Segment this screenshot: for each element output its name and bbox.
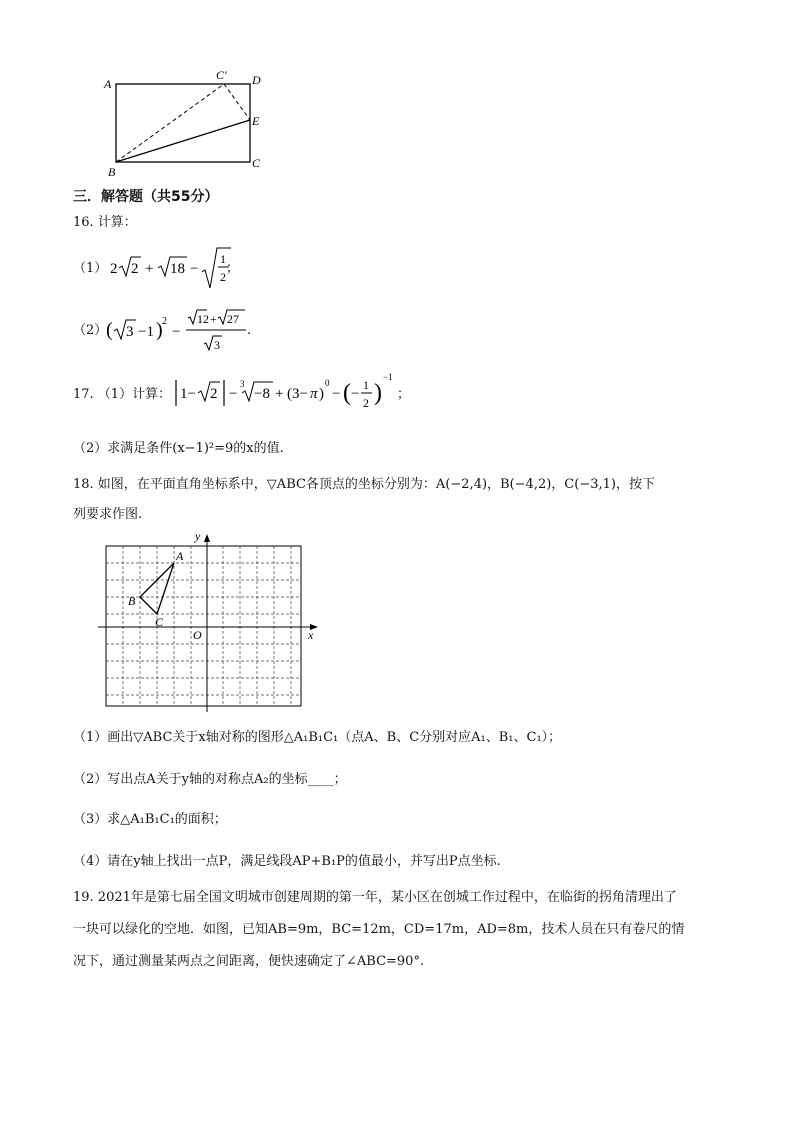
q16-part2-formula	[104, 306, 264, 356]
graph-point-b: B	[128, 594, 136, 608]
svg-text:+: +	[145, 261, 154, 277]
svg-text:3: 3	[214, 338, 220, 352]
q16-part2-end: .	[247, 323, 252, 338]
label-a: A	[104, 77, 112, 91]
dashed-c-prime-e	[224, 84, 250, 120]
svg-text:+: +	[210, 312, 217, 326]
svg-text:3: 3	[126, 324, 134, 340]
q16-part1-end: ；	[226, 261, 240, 276]
svg-text:2: 2	[162, 316, 167, 327]
svg-text:2: 2	[363, 396, 369, 410]
svg-text:): )	[319, 386, 324, 402]
svg-text:−: −	[351, 386, 360, 402]
label-c: C	[252, 156, 261, 170]
svg-text:12: 12	[197, 312, 209, 326]
svg-text:−8: −8	[254, 386, 270, 402]
q19-line1: 19. 2021年是第七届全国文明城市创建周期的第一年，某小区在创城工作过程中，在临街的拐角清理出了	[73, 890, 677, 905]
q17-part2: （2）求满足条件(x−1)²=9的x的值.	[73, 441, 284, 456]
rectangle-abcd	[116, 84, 250, 162]
svg-text:1−: 1−	[180, 386, 196, 402]
q17-part1-end: ；	[397, 387, 411, 402]
svg-text:1: 1	[220, 252, 226, 266]
svg-text:−: −	[172, 324, 181, 340]
svg-text:2: 2	[220, 270, 226, 284]
label-c-prime: C′	[216, 68, 227, 82]
q16-part1-number: （1）	[73, 261, 108, 276]
svg-text:18: 18	[170, 261, 185, 277]
q19-line2: 一块可以绿化的空地．如图，已知AB=9m，BC=12m，CD=17m，AD=8m，技术人员在只有卷尺的情	[73, 922, 685, 937]
svg-text:+: +	[275, 386, 284, 402]
dashed-bc-prime	[116, 84, 224, 162]
q16-stem: 16. 计算：	[73, 215, 137, 230]
q18-line1: 18. 如图，在平面直角坐标系中，▽ABC各顶点的坐标分别为：A(−2,4)，B(−4,2)，C(−3,1)，按下	[73, 477, 655, 492]
svg-text:−: −	[190, 261, 199, 277]
svg-text:−: −	[332, 386, 341, 402]
svg-text:(3−: (3−	[287, 386, 308, 402]
svg-text:(: (	[343, 380, 351, 406]
svg-text:(: (	[106, 319, 113, 341]
q16-part1-formula	[108, 244, 238, 290]
graph-x-label: x	[308, 628, 314, 642]
svg-text:2: 2	[131, 261, 139, 277]
svg-text:27: 27	[227, 312, 239, 326]
svg-text:0: 0	[325, 378, 330, 388]
svg-text:): )	[156, 319, 163, 341]
label-d: D	[252, 73, 261, 87]
graph-y-label: y	[195, 529, 201, 543]
svg-text:2: 2	[110, 261, 118, 277]
graph-point-c: C	[155, 615, 164, 629]
svg-text:π: π	[310, 386, 318, 402]
svg-text:−: −	[229, 386, 238, 402]
graph-point-a: A	[176, 549, 184, 563]
svg-text:): )	[374, 380, 382, 406]
label-b: B	[108, 165, 116, 179]
q18-part4: （4）请在y轴上找出一点P，满足线段AP+B₁P的值最小，并写出P点坐标.	[73, 854, 501, 869]
label-e: E	[252, 114, 260, 128]
segment-be	[116, 120, 250, 162]
svg-text:−1: −1	[383, 372, 393, 382]
q16-part2-number: （2）	[73, 323, 108, 338]
q18-line2: 列要求作图.	[73, 507, 143, 522]
q17-part1-number: 17. （1）计算：	[73, 387, 172, 402]
q18-part2: （2）写出点A关于y轴的对称点A₂的坐标____；	[73, 772, 347, 787]
coordinate-grid-figure	[96, 526, 326, 712]
q19-line3: 况下，通过测量某两点之间距离，便快速确定了∠ABC=90°.	[73, 954, 425, 969]
graph-origin-label: O	[193, 628, 202, 642]
section-title: 三．解答题（共55分）	[73, 189, 219, 205]
svg-text:3: 3	[240, 379, 245, 389]
q18-part3: （3）求△A₁B₁C₁的面积；	[73, 812, 227, 827]
q17-part1-formula	[170, 368, 400, 416]
q18-part1: （1）画出▽ABC关于x轴对称的图形△A₁B₁C₁（点A、B、C分别对应A₁、B₁、C₁）；	[73, 730, 562, 745]
svg-text:1: 1	[363, 378, 369, 392]
svg-text:2: 2	[210, 386, 218, 402]
svg-text:−1: −1	[138, 324, 154, 340]
rectangle-fold-figure	[100, 68, 270, 180]
